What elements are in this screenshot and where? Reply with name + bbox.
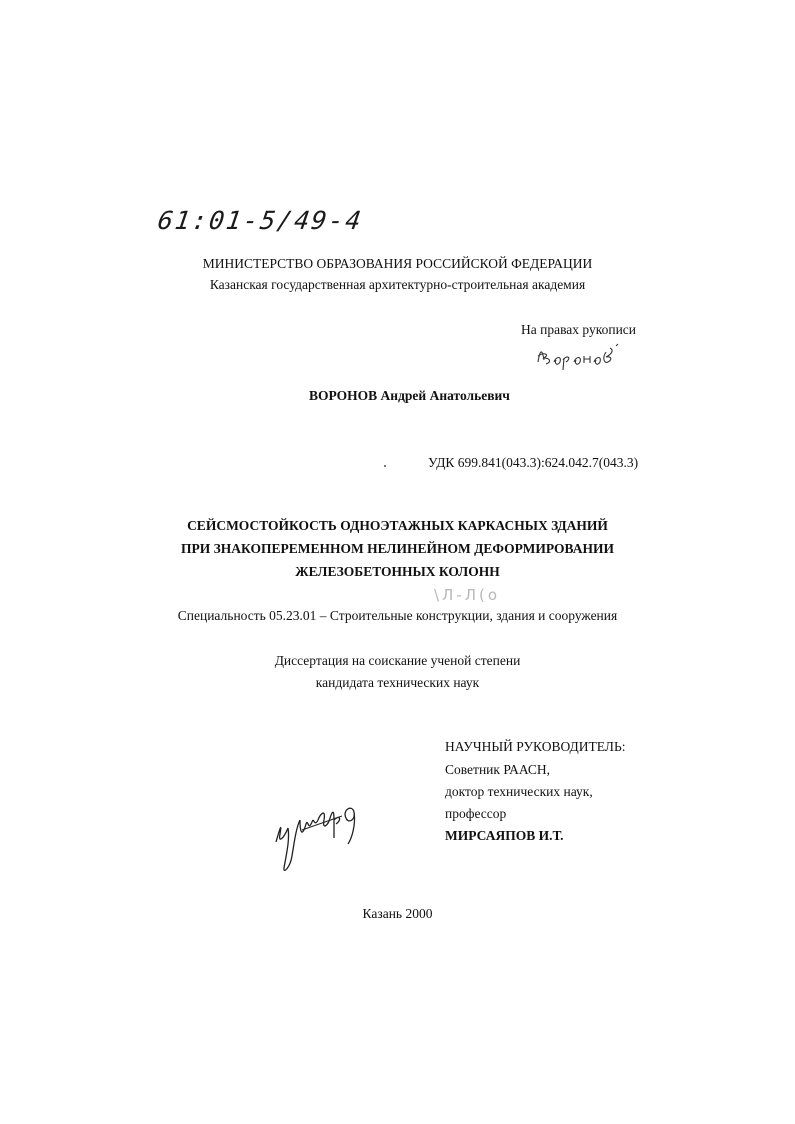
- title-line-3: ЖЕЛЕЗОБЕТОННЫХ КОЛОНН: [295, 564, 500, 579]
- dissertation-line-2: кандидата технических наук: [315, 675, 480, 690]
- supervisor-name: МИРСАЯПОВ И.Т.: [445, 828, 564, 843]
- archive-number: 61:01-5/49-4: [155, 206, 365, 235]
- supervisor-line-1: Советник РААСН,: [445, 762, 551, 777]
- supervisor-heading: НАУЧНЫЙ РУКОВОДИТЕЛЬ:: [445, 739, 626, 754]
- supervisor-line-3: профессор: [445, 806, 507, 821]
- title-line-1: СЕЙСМОСТОЙКОСТЬ ОДНОЭТАЖНЫХ КАРКАСНЫХ ЗДАНИЙ: [187, 518, 608, 533]
- udc-code: УДК 699.841(043.3):624.042.7(043.3): [428, 455, 639, 470]
- title-line-2: ПРИ ЗНАКОПЕРЕМЕННОМ НЕЛИНЕЙНОМ ДЕФОРМИРОВАНИИ: [181, 541, 614, 556]
- specialty: Специальность 05.23.01 – Строительные конструкции, здания и сооружения: [177, 608, 618, 623]
- author-signature: [532, 340, 622, 370]
- scan-speck: [384, 465, 386, 467]
- city-year: Казань 2000: [362, 906, 433, 921]
- academy-name: Казанская государственная архитектурно-строительная академия: [209, 277, 586, 292]
- faint-stamp: \Л-Л(о: [434, 586, 501, 604]
- ministry-heading: МИНИСТЕРСТВО ОБРАЗОВАНИЯ РОССИЙСКОЙ ФЕДЕРАЦИИ: [202, 256, 593, 271]
- dissertation-line-1: Диссертация на соискание ученой степени: [274, 653, 521, 668]
- supervisor-line-2: доктор технических наук,: [445, 784, 593, 799]
- author-name: ВОРОНОВ Андрей Анатольевич: [309, 388, 510, 403]
- manuscript-note: На правах рукописи: [521, 322, 637, 337]
- supervisor-signature: [272, 798, 372, 878]
